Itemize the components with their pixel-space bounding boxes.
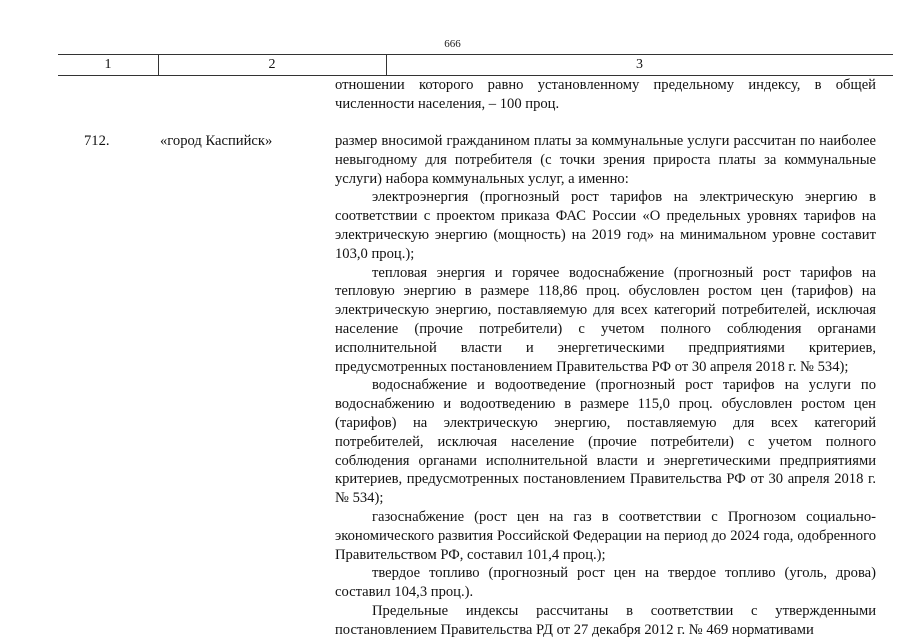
paragraph: размер вносимой гражданином платы за коммунальные услуги рассчитан по наиболее невыгодному для потребителя (с точки зрения прироста платы за коммунальные услуги) набора коммунальных услуг, а именно: bbox=[335, 133, 876, 187]
page-number: 666 bbox=[444, 38, 461, 50]
paragraph: водоснабжение и водоотведение (прогнозный рост тарифов на услуги по водоснабжению и водоотведению в размере 115,0 проц. обусловлен ростом цен (тарифов) на электрическую энергию, поставляемую для всех категорий потребителей, исключая население (прочие потребители) с учетом полного соблюдения органами исполнительной власти и энергетическими предприятиями критериев, предусмотренных постановлением Правительства РФ от 30 апреля 2018 г. № 534); bbox=[335, 377, 876, 507]
paragraph: твердое топливо (прогнозный рост цен на твердое топливо (уголь, дрова) составил 104,3 проц.). bbox=[335, 565, 876, 601]
paragraph: тепловая энергия и горячее водоснабжение (прогнозный рост тарифов на тепловую энергию в размере 118,86 проц. обусловлен ростом цен (тарифов) на электрическую энергию, поставляемую для всех категорий потребителей, исключая население (прочие потребители) с учетом полного соблюдения органами исполнительной власти и энергетическими предприятиями критериев, предусмотренных постановлением Правительства РФ от 30 апреля 2018 г. № 534); bbox=[335, 264, 876, 375]
paragraph: газоснабжение (рост цен на газ в соответствии с Прогнозом социально-экономического развития Российской Федерации на период до 2024 года, одобренного Правительством РФ, составил 101,4 проц.); bbox=[335, 508, 876, 563]
continuation-text bbox=[335, 76, 876, 114]
row-number: 712. bbox=[84, 133, 110, 149]
continuation-paragraph: отношении которого равно установленному предельному индексу, в общей численности населения, – 100 проц. bbox=[335, 77, 876, 112]
paragraph: электроэнергия (прогнозный рост тарифов на электрическую энергию в соответствии с проектом приказа ФАС России «О предельных уровнях тарифов на электрическую энергию (мощность) на 2019 год» на минимальном уровне составит 103,0 проц.); bbox=[335, 189, 876, 262]
paragraph: Предельные индексы рассчитаны в соответствии с утвержденными постановлением Правительства РД от 27 декабря 2012 г. № 469 нормативами bbox=[335, 602, 876, 638]
row-description bbox=[335, 132, 876, 640]
column-header-2: 2 bbox=[268, 57, 276, 72]
column-header-1: 1 bbox=[104, 57, 112, 72]
table-header bbox=[58, 54, 893, 76]
municipality-name: «город Каспийск» bbox=[160, 133, 273, 149]
column-header-3: 3 bbox=[636, 57, 643, 72]
